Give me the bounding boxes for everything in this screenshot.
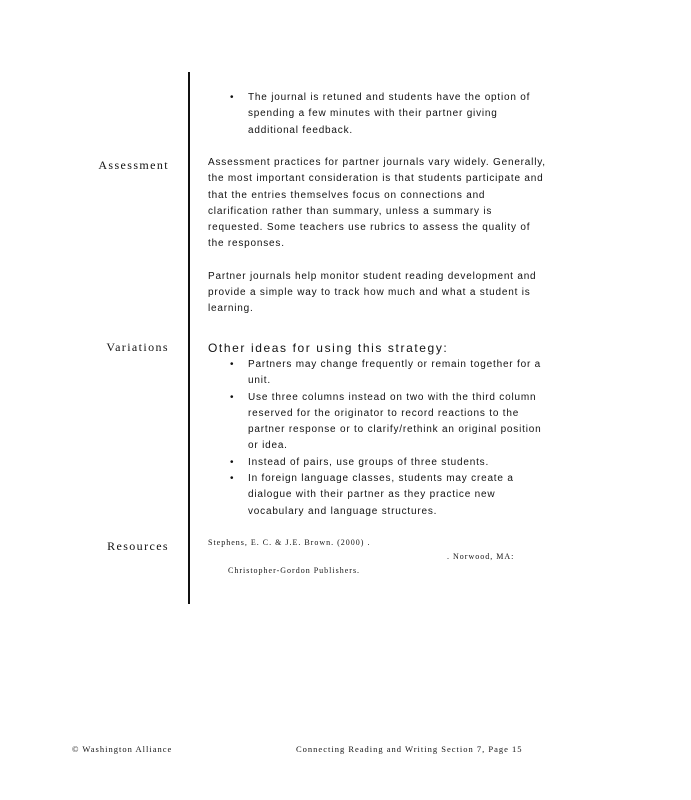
section-label-assessment: Assessment	[98, 158, 169, 172]
variations-heading: Other ideas for using this strategy:	[208, 341, 449, 355]
procedure-continued	[208, 90, 548, 139]
footer-copyright: © Washington Alliance	[72, 744, 173, 754]
assessment-paragraph-2: Partner journals help monitor student reading development and provide a simple way to track how much and what a student is learning.	[208, 270, 537, 315]
resource-citation-line-2: . Norwood, MA:	[447, 552, 515, 561]
list-item: • The journal is retuned and students have the option of spending a few minutes with their partner giving additional feedback.	[208, 90, 548, 139]
resource-citation-line-3: Christopher-Gordon Publishers.	[228, 566, 361, 575]
footer-page-info: Connecting Reading and Writing Section 7, Page 15	[296, 744, 523, 754]
list-item: • Use three columns instead on two with the third column reserved for the originator to record reactions to the partner response or to clarify/rethink an original position or idea.	[208, 390, 548, 455]
variations-list	[208, 357, 548, 520]
list-item: • Instead of pairs, use groups of three students.	[208, 455, 548, 471]
list-item: • In foreign language classes, students may create a dialogue with their partner as they practice new vocabulary and language structures.	[208, 471, 548, 520]
variations-body	[208, 340, 548, 520]
assessment-body	[208, 155, 548, 318]
list-item: • Partners may change frequently or remain together for a unit.	[208, 357, 548, 390]
assessment-paragraph-1: Assessment practices for partner journals vary widely. Generally, the most important consideration is that students participate and that the entries themselves focus on connections and clarification rather than summary, unless a summary is requested. Some teachers use rubrics to assess the quality of the responses.	[208, 157, 546, 250]
vertical-rule	[188, 72, 190, 604]
section-label-resources: Resources	[107, 539, 169, 553]
resource-citation-line-1: Stephens, E. C. & J.E. Brown. (2000) .	[208, 538, 371, 547]
section-label-variations: Variations	[106, 340, 169, 354]
